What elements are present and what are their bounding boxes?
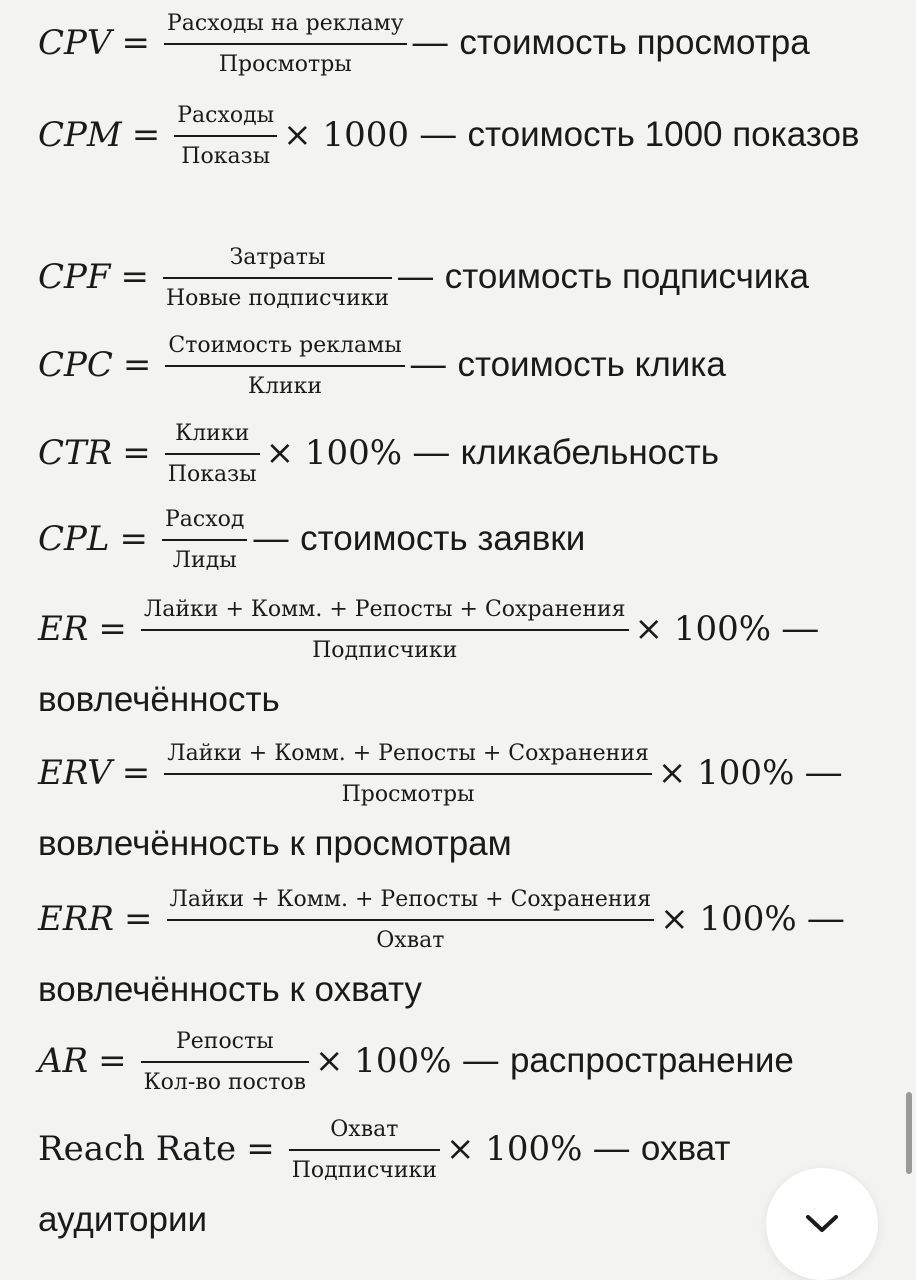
formula-lhs: CPC <box>38 345 113 385</box>
em-dash: — <box>398 257 434 296</box>
fraction-denominator: Лиды <box>172 548 237 574</box>
formula-lhs: ER <box>38 609 89 649</box>
fraction-denominator: Показы <box>167 462 257 488</box>
em-dash: — <box>806 753 842 792</box>
formula-description: кликабельность <box>460 433 719 472</box>
fraction <box>162 506 247 575</box>
em-dash: — <box>253 519 289 558</box>
fraction <box>164 10 407 79</box>
equals-sign: = <box>98 609 127 649</box>
fraction <box>163 244 392 313</box>
fraction-numerator: Лайки + Комм. + Репосты + Сохранения <box>164 740 652 775</box>
fraction-denominator: Подписчики <box>312 638 458 664</box>
multiplier: × 100% <box>445 1129 583 1169</box>
formula-description: стоимость подписчика <box>444 257 809 296</box>
formula-erv <box>38 738 876 879</box>
formula-ctr <box>38 418 876 489</box>
em-dash: — <box>412 23 448 62</box>
multiplier: × 100% <box>315 1041 452 1081</box>
formula-lhs: CPV <box>38 23 112 63</box>
formula-description: стоимость 1000 показов <box>467 115 860 154</box>
fraction-denominator: Новые подписчики <box>165 286 390 312</box>
formula-err <box>38 884 876 1025</box>
formula-description: стоимость заявки <box>300 519 586 558</box>
equals-sign: = <box>131 115 161 155</box>
equals-sign: = <box>121 23 150 63</box>
formula-description: вовлечённость к просмотрам <box>38 824 512 864</box>
formula-cpl <box>38 504 876 575</box>
formula-ar <box>38 1026 876 1097</box>
fraction-numerator: Клики <box>165 420 260 455</box>
formula-cpc <box>38 330 876 401</box>
fraction-numerator: Стоимость рекламы <box>165 332 404 367</box>
fraction <box>141 1028 309 1097</box>
fraction-denominator: Подписчики <box>291 1158 437 1184</box>
equals-sign: = <box>98 1041 127 1081</box>
formula-lhs: AR <box>38 1041 89 1081</box>
fraction-numerator: Репосты <box>141 1028 309 1063</box>
formula-description: вовлечённость к охвату <box>38 970 422 1010</box>
formula-description: охват аудитории <box>38 1129 731 1240</box>
em-dash: — <box>420 115 456 154</box>
equals-sign: = <box>119 519 148 559</box>
fraction <box>165 332 404 401</box>
fraction <box>289 1116 440 1185</box>
fraction-denominator: Просмотры <box>218 52 352 78</box>
multiplier: × 100% <box>265 433 403 473</box>
formula-cpv <box>38 8 876 79</box>
equals-sign: = <box>120 257 149 297</box>
multiplier: × 100% <box>660 899 797 939</box>
formula-description: стоимость клика <box>457 345 726 384</box>
fraction-denominator: Охват <box>376 928 445 954</box>
formula-lhs: CTR <box>38 433 113 473</box>
multiplier: × 1000 <box>283 115 409 155</box>
fraction <box>167 886 655 955</box>
scrollbar-thumb[interactable] <box>906 1092 912 1174</box>
formula-lhs: CPM <box>38 115 122 155</box>
fraction-numerator: Расходы <box>174 102 277 137</box>
formula-lhs: Reach Rate <box>38 1129 237 1169</box>
formula-lhs: ERR <box>38 899 115 939</box>
fraction <box>165 420 260 489</box>
formula-lhs: CPL <box>38 519 110 559</box>
chevron-down-icon <box>805 1214 839 1234</box>
multiplier: × 100% <box>634 609 772 649</box>
formula-lhs: ERV <box>38 753 112 793</box>
formula-description: распространение <box>509 1041 794 1080</box>
fraction-numerator: Лайки + Комм. + Репосты + Сохранения <box>141 596 629 631</box>
formula-description: вовлечённость <box>38 680 280 720</box>
formula-description: стоимость просмотра <box>459 23 810 62</box>
equals-sign: = <box>246 1129 275 1169</box>
multiplier: × 100% <box>657 753 795 793</box>
formula-cpf <box>38 242 876 313</box>
formula-reach-rate <box>38 1114 876 1255</box>
fraction-numerator: Расходы на рекламу <box>164 10 407 45</box>
fraction-denominator: Клики <box>248 374 323 400</box>
formula-er <box>38 594 876 735</box>
fraction-numerator: Затраты <box>163 244 392 279</box>
em-dash: — <box>594 1129 630 1168</box>
fraction <box>141 596 629 665</box>
fraction-denominator: Просмотры <box>341 782 475 808</box>
equals-sign: = <box>124 899 153 939</box>
fraction-numerator: Расход <box>162 506 247 541</box>
fraction <box>164 740 652 809</box>
equals-sign: = <box>122 433 151 473</box>
fraction-numerator: Охват <box>289 1116 440 1151</box>
em-dash: — <box>782 609 818 648</box>
formula-lhs: CPF <box>38 257 111 297</box>
em-dash: — <box>808 899 844 938</box>
formula-cpm <box>38 100 876 171</box>
em-dash: — <box>463 1041 499 1080</box>
em-dash: — <box>413 433 449 472</box>
equals-sign: = <box>122 345 152 385</box>
fraction <box>174 102 277 171</box>
em-dash: — <box>410 345 446 384</box>
fraction-numerator: Лайки + Комм. + Репосты + Сохранения <box>167 886 655 921</box>
equals-sign: = <box>121 753 151 793</box>
fraction-denominator: Показы <box>181 144 271 170</box>
scroll-down-button[interactable] <box>766 1168 878 1280</box>
fraction-denominator: Кол-во постов <box>143 1070 306 1096</box>
